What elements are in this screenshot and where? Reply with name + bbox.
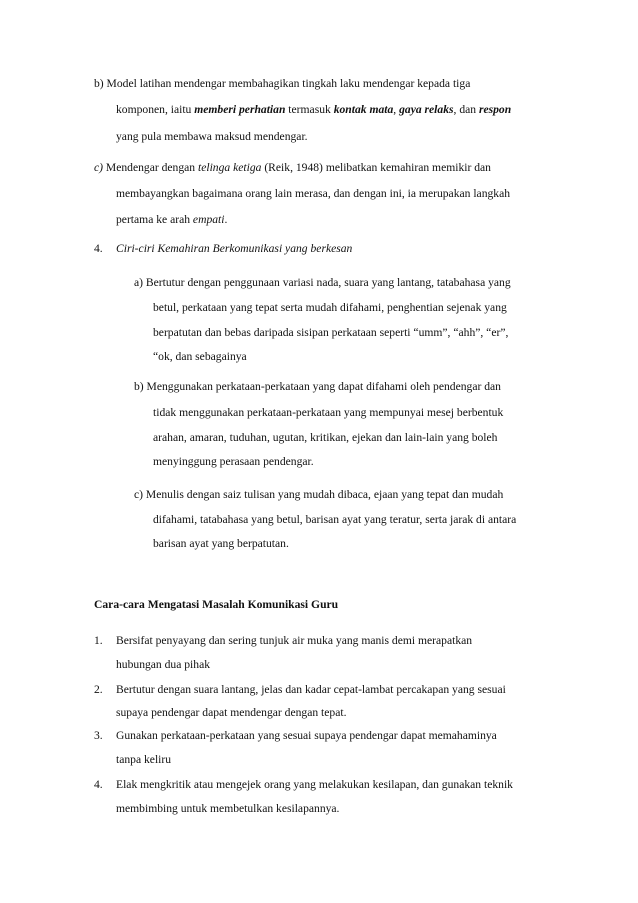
item-a-line-2: betul, perkataan yang tepat serta mudah difahami, penghentian sejenak yang — [153, 301, 507, 314]
list-item-4-line-2: membimbing untuk membetulkan kesilapannya. — [116, 802, 340, 815]
item-b-line-1: b) Menggunakan perkataan-perkataan yang dapat difahami oleh pendengar dan — [134, 380, 501, 393]
list-item-2-line-1: Bertutur dengan suara lantang, jelas dan kadar cepat-lambat percakapan yang sesuai — [116, 683, 506, 696]
term-memberi-perhatian: memberi perhatian — [194, 103, 286, 116]
list-item-number: 2. — [94, 683, 103, 696]
term-telinga-ketiga: telinga ketiga — [197, 161, 262, 174]
para-b-text: , — [393, 103, 400, 116]
item-a-line-4: “ok, dan sebagainya — [153, 350, 247, 363]
para-b-line-2 — [116, 103, 511, 117]
para-b-line-3: yang pula membawa maksud mendengar. — [116, 130, 308, 143]
term-kontak-mata: kontak mata — [333, 103, 394, 116]
item-a-line-1: a) Bertutur dengan penggunaan variasi nada, suara yang lantang, tatabahasa yang — [134, 276, 511, 289]
para-c-text: pertama ke arah — [116, 213, 193, 226]
list-item-3-line-1: Gunakan perkataan-perkataan yang sesuai supaya pendengar dapat memahaminya — [116, 729, 497, 742]
list-item-4-line-1: Elak mengkritik atau mengejek orang yang melakukan kesilapan, dan gunakan teknik — [116, 778, 513, 791]
section-heading: Cara-cara Mengatasi Masalah Komunikasi Guru — [94, 598, 339, 611]
term-gaya-relaks: gaya relaks — [399, 103, 454, 116]
term-respon: respon — [478, 103, 512, 116]
term-empati: empati — [192, 213, 225, 226]
list-item-number: 3. — [94, 729, 103, 742]
para-c-text: (Reik, 1948) melibatkan kemahiran memikir dan — [261, 161, 491, 174]
list-item-2-line-2: supaya pendengar dapat mendengar dengan tepat. — [116, 706, 347, 719]
list-item-number: 1. — [94, 634, 103, 647]
para-c-line-2: membayangkan bagaimana orang lain merasa, dan dengan ini, ia merupakan langkah — [116, 187, 511, 200]
para-b-text: komponen, iaitu — [116, 103, 195, 116]
list-item-1-line-1: Bersifat penyayang dan sering tunjuk air muka yang manis demi merapatkan — [116, 634, 473, 647]
section-4-number: 4. — [94, 242, 103, 255]
para-c-marker: c) — [94, 161, 106, 174]
item-a-line-3: berpatutan dan bebas daripada sisipan perkataan seperti “umm”, “ahh”, “er”, — [153, 326, 509, 339]
para-b-text: , dan — [453, 103, 479, 116]
para-b-line-1: b) Model latihan mendengar membahagikan tingkah laku mendengar kepada tiga — [94, 77, 471, 90]
para-b-text: termasuk — [285, 103, 334, 116]
list-item-3-line-2: tanpa keliru — [116, 753, 172, 766]
para-c-line-1 — [94, 161, 491, 175]
item-c-line-3: barisan ayat yang berpatutan. — [153, 537, 289, 550]
item-b-line-3: arahan, amaran, tuduhan, ugutan, kritikan, ejekan dan lain-lain yang boleh — [153, 431, 498, 444]
section-4-title: Ciri-ciri Kemahiran Berkomunikasi yang berkesan — [116, 242, 353, 255]
list-item-1-line-2: hubungan dua pihak — [116, 658, 211, 671]
item-c-line-1: c) Menulis dengan saiz tulisan yang mudah dibaca, ejaan yang tepat dan mudah — [134, 488, 504, 501]
list-item-number: 4. — [94, 778, 103, 791]
item-b-line-2: tidak menggunakan perkataan-perkataan yang mempunyai mesej berbentuk — [153, 406, 504, 419]
item-b-line-4: menyinggung perasaan pendengar. — [153, 455, 314, 468]
para-c-line-3 — [116, 213, 227, 227]
para-c-text: . — [224, 213, 228, 226]
item-c-line-2: difahami, tatabahasa yang betul, barisan ayat yang teratur, serta jarak di antara — [153, 513, 517, 526]
para-c-text: Mendengar dengan — [105, 161, 198, 174]
